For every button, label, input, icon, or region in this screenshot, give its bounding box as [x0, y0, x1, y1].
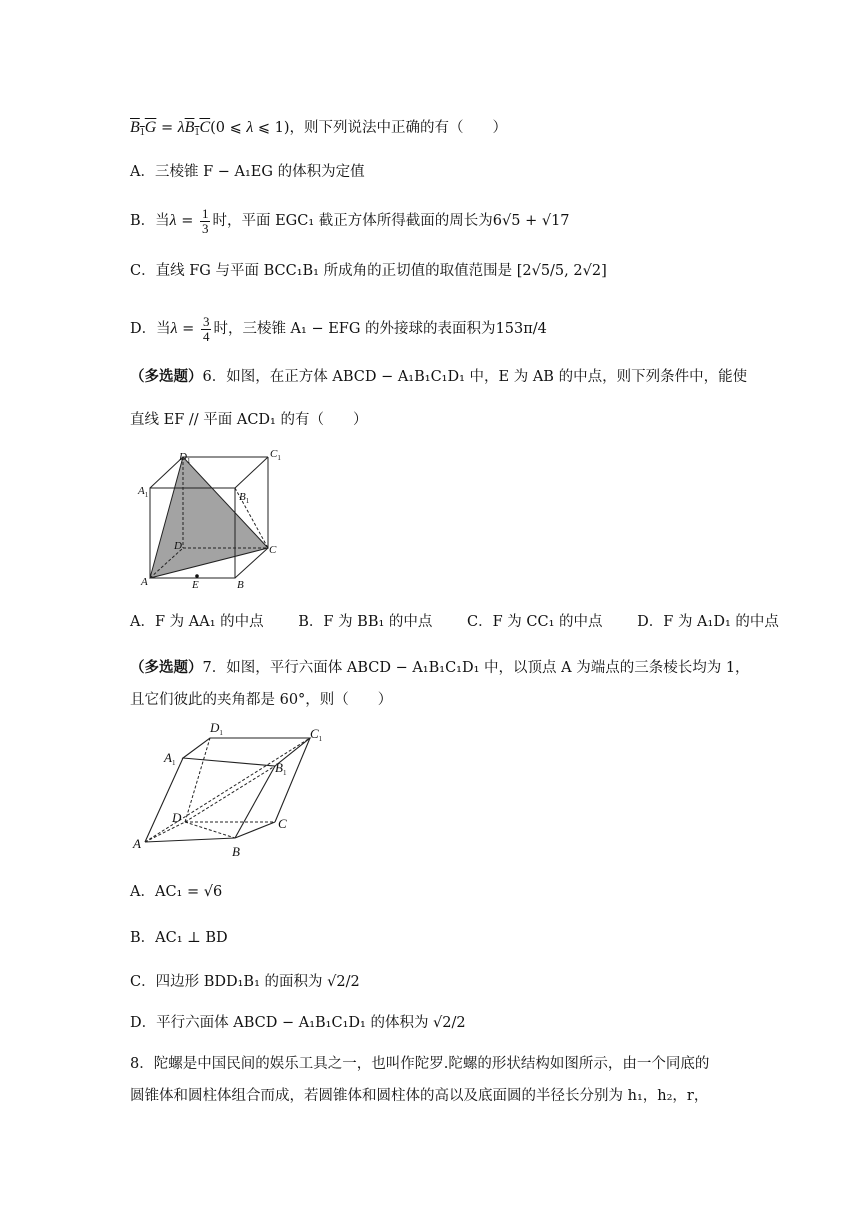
- q5-option-a: A．三棱锥 F − A₁EG 的体积为定值: [130, 164, 365, 180]
- q6-tag: （多选题）: [130, 368, 203, 385]
- q7-option-a: A．AC₁ = √6: [130, 884, 223, 900]
- q7-label-c1: $C_1$: [310, 726, 323, 743]
- q6-cube-figure: [135, 445, 295, 595]
- q7-label-b1: $B_1$: [275, 760, 287, 777]
- q6-option-a: A．F 为 AA₁ 的中点: [130, 614, 264, 630]
- q6-label-b: B: [237, 579, 244, 591]
- q5-option-a-text: A．: [130, 164, 155, 180]
- q5-option-d: D．当λ = $\frac{3}{4}$ 时，三棱锥 A₁ − EFG 的外接球的表面积为153π/4: [130, 313, 547, 344]
- q6-options: [130, 612, 809, 632]
- q7-label-d1: $D_1$: [210, 720, 223, 737]
- q6-stem2: 直线 EF // 平面 ACD₁ 的有（ ）: [130, 412, 368, 428]
- q7-label-a1: $A_1$: [164, 750, 176, 767]
- q5-stem-tail: ，则下列说法中正确的有（ ）: [289, 120, 508, 136]
- q5-option-d-value: 153π/4: [495, 321, 547, 337]
- q6-label-c1: $C_1$: [270, 448, 281, 462]
- q6-label-d1: $D_1$: [179, 451, 191, 465]
- q6-label-c: C: [269, 544, 277, 556]
- q6-option-b: B．F 为 BB₁ 的中点: [298, 614, 433, 630]
- q7-number: 7．: [202, 660, 227, 676]
- q5-option-b-value: 6√5 + √17: [492, 213, 570, 229]
- q6-option-c: C．F 为 CC₁ 的中点: [467, 614, 603, 630]
- q8-line2: 圆锥体和圆柱体组合而成，若圆锥体和圆柱体的高以及底面圆的半径长分别为 h₁，h₂，r，: [130, 1088, 709, 1104]
- q6-stem1: 如图，在正方体 ABCD − A₁B₁C₁D₁ 中，E 为 AB 的中点，则下列条件中，能使: [226, 369, 748, 385]
- q8-number: 8．: [130, 1056, 154, 1072]
- q7-label-a: A: [133, 836, 141, 851]
- q6-label-a1: $A_1$: [138, 485, 149, 499]
- q5-option-c-range: [2√5/5, 2√2]: [516, 263, 607, 279]
- q8-line1: 8．陀螺是中国民间的娱乐工具之一，也叫作陀罗.陀螺的形状结构如图所示，由一个同底的: [130, 1056, 710, 1072]
- q7-tag: （多选题）: [130, 659, 203, 676]
- q7-label-c: C: [278, 816, 287, 831]
- q5-option-d-lambda: $\frac{3}{4}$: [202, 313, 210, 344]
- q6-label-d: D: [174, 540, 182, 552]
- q5-stem-line: [130, 118, 507, 143]
- q5-option-b: B．当λ = $\frac{1}{3}$ 时，平面 EGC₁ 截正方体所得截面的周长为6√5 + √17: [130, 205, 570, 236]
- q5-option-b-lambda: $\frac{1}{3}$: [201, 205, 209, 236]
- q7-stem1: 如图，平行六面体 ABCD − A₁B₁C₁D₁ 中，以顶点 A 为端点的三条棱长均为 1，: [226, 660, 750, 676]
- q6-label-b1: $B_1$: [239, 491, 250, 505]
- q6-stem-line1: [130, 367, 747, 387]
- q7-stem-line1: [130, 658, 750, 678]
- q5-option-c: C．直线 FG 与平面 BCC₁B₁ 所成角的正切值的取值范围是 [2√5/5, 2√2]: [130, 263, 607, 279]
- q7-label-d: D: [172, 810, 182, 825]
- q6-option-d: D．F 为 A₁D₁ 的中点: [637, 614, 779, 630]
- q6-shaded-triangle: [150, 457, 268, 578]
- q7-option-b: B．AC₁ ⊥ BD: [130, 930, 228, 946]
- q7-stem2: 且它们彼此的夹角都是 60°，则（ ）: [130, 692, 393, 708]
- q7-stem-line2: [130, 690, 392, 710]
- q7-parallelepiped-figure: [130, 718, 340, 863]
- q5-vector-condition: $B_1G = \lambda B_1C(0$ ⩽ λ ⩽ 1): [130, 119, 290, 138]
- q7-option-d: D．平行六面体 ABCD − A₁B₁C₁D₁ 的体积为 √2/2: [130, 1015, 466, 1031]
- q6-stem-line2: [130, 410, 367, 430]
- q6-number: 6．: [202, 369, 227, 385]
- q6-label-a: A: [141, 576, 148, 588]
- q7-option-c: C．四边形 BDD₁B₁ 的面积为 √2/2: [130, 974, 360, 990]
- q7-label-b: B: [232, 844, 240, 859]
- q6-label-e: E: [192, 579, 199, 591]
